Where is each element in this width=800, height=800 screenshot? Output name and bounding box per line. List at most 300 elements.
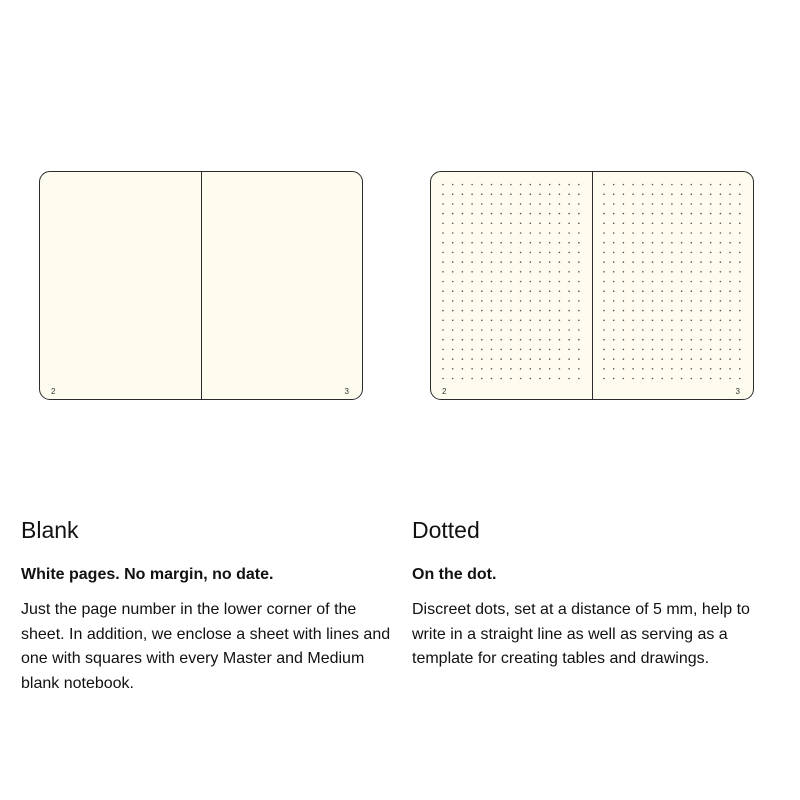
grid-dot	[578, 193, 580, 195]
grid-dot	[491, 339, 493, 341]
grid-dot	[710, 271, 712, 273]
grid-dot	[632, 358, 634, 360]
grid-dot	[559, 300, 561, 302]
grid-dot	[568, 300, 570, 302]
grid-dot	[700, 329, 702, 331]
grid-dot	[671, 232, 673, 234]
grid-dot	[549, 203, 551, 205]
grid-dot	[578, 242, 580, 244]
grid-dot	[510, 358, 512, 360]
grid-dot	[491, 300, 493, 302]
grid-dot	[471, 223, 473, 225]
grid-dot	[471, 378, 473, 380]
grid-dot	[442, 203, 444, 205]
grid-dot	[710, 213, 712, 215]
grid-dot	[729, 232, 731, 234]
grid-dot	[500, 310, 502, 312]
grid-dot	[671, 349, 673, 351]
grid-dot	[530, 232, 532, 234]
grid-dot	[720, 184, 722, 186]
notebook-spine	[201, 172, 202, 399]
grid-dot	[729, 213, 731, 215]
grid-dot	[510, 193, 512, 195]
grid-dot	[539, 203, 541, 205]
grid-dot	[491, 290, 493, 292]
grid-dot	[603, 261, 605, 263]
grid-dot	[539, 184, 541, 186]
dotted-body-text: Discreet dots, set at a distance of 5 mm, help to write in a straight line as well as serving as a template for creating tables and drawings.	[412, 601, 750, 667]
grid-dot	[613, 358, 615, 360]
grid-dot	[691, 223, 693, 225]
grid-dot	[700, 300, 702, 302]
grid-dot	[471, 213, 473, 215]
grid-dot	[720, 271, 722, 273]
grid-dot	[710, 242, 712, 244]
grid-dot	[691, 261, 693, 263]
grid-dot	[578, 378, 580, 380]
blank-notebook-illustration	[39, 171, 363, 400]
grid-dot	[462, 232, 464, 234]
grid-dot	[652, 203, 654, 205]
grid-dot	[729, 320, 731, 322]
grid-dot	[452, 290, 454, 292]
grid-dot	[691, 213, 693, 215]
grid-dot	[613, 184, 615, 186]
grid-dot	[539, 213, 541, 215]
grid-dot	[568, 213, 570, 215]
grid-dot	[739, 310, 741, 312]
grid-dot	[613, 320, 615, 322]
grid-dot	[442, 329, 444, 331]
grid-dot	[710, 329, 712, 331]
grid-dot	[652, 213, 654, 215]
grid-dot	[603, 203, 605, 205]
grid-dot	[471, 271, 473, 273]
grid-dot	[720, 329, 722, 331]
grid-dot	[578, 358, 580, 360]
grid-dot	[462, 378, 464, 380]
grid-dot	[442, 232, 444, 234]
grid-dot	[559, 242, 561, 244]
grid-dot	[530, 290, 532, 292]
grid-dot	[520, 223, 522, 225]
grid-dot	[481, 339, 483, 341]
grid-dot	[568, 339, 570, 341]
grid-dot	[520, 339, 522, 341]
grid-dot	[613, 242, 615, 244]
grid-dot	[661, 368, 663, 370]
grid-dot	[729, 193, 731, 195]
grid-dot	[652, 252, 654, 254]
grid-dot	[700, 368, 702, 370]
grid-dot	[510, 184, 512, 186]
grid-dot	[681, 232, 683, 234]
grid-dot	[500, 213, 502, 215]
grid-dot	[481, 310, 483, 312]
grid-dot	[652, 378, 654, 380]
grid-dot	[481, 193, 483, 195]
grid-dot	[549, 358, 551, 360]
grid-dot	[642, 290, 644, 292]
grid-dot	[632, 320, 634, 322]
grid-dot	[520, 329, 522, 331]
grid-dot	[442, 252, 444, 254]
grid-dot	[559, 358, 561, 360]
grid-dot	[520, 281, 522, 283]
grid-dot	[661, 213, 663, 215]
grid-dot	[471, 261, 473, 263]
grid-dot	[681, 261, 683, 263]
grid-dot	[652, 310, 654, 312]
grid-dot	[720, 320, 722, 322]
grid-dot	[642, 193, 644, 195]
grid-dot	[661, 203, 663, 205]
grid-dot	[661, 300, 663, 302]
grid-dot	[491, 378, 493, 380]
grid-dot	[568, 329, 570, 331]
grid-dot	[720, 368, 722, 370]
grid-dot	[642, 242, 644, 244]
grid-dot	[739, 213, 741, 215]
grid-dot	[578, 300, 580, 302]
grid-dot	[700, 242, 702, 244]
grid-dot	[568, 290, 570, 292]
grid-dot	[720, 232, 722, 234]
grid-dot	[481, 223, 483, 225]
grid-dot	[568, 223, 570, 225]
grid-dot	[603, 242, 605, 244]
grid-dot	[671, 223, 673, 225]
grid-dot	[481, 358, 483, 360]
grid-dot	[642, 349, 644, 351]
grid-dot	[720, 358, 722, 360]
grid-dot	[739, 261, 741, 263]
grid-dot	[520, 193, 522, 195]
grid-dot	[603, 368, 605, 370]
grid-dot	[471, 242, 473, 244]
grid-dot	[652, 349, 654, 351]
grid-dot	[623, 329, 625, 331]
grid-dot	[700, 310, 702, 312]
grid-dot	[613, 193, 615, 195]
grid-dot	[661, 184, 663, 186]
grid-dot	[691, 281, 693, 283]
grid-dot	[500, 252, 502, 254]
grid-dot	[720, 252, 722, 254]
grid-dot	[603, 339, 605, 341]
grid-dot	[578, 349, 580, 351]
grid-dot	[700, 203, 702, 205]
grid-dot	[623, 320, 625, 322]
grid-dot	[642, 339, 644, 341]
grid-dot	[530, 242, 532, 244]
grid-dot	[549, 368, 551, 370]
grid-dot	[661, 242, 663, 244]
grid-dot	[710, 261, 712, 263]
grid-dot	[452, 281, 454, 283]
grid-dot	[530, 261, 532, 263]
grid-dot	[510, 242, 512, 244]
grid-dot	[691, 203, 693, 205]
grid-dot	[613, 232, 615, 234]
grid-dot	[481, 271, 483, 273]
grid-dot	[623, 368, 625, 370]
grid-dot	[578, 213, 580, 215]
grid-dot	[578, 368, 580, 370]
grid-dot	[613, 261, 615, 263]
grid-dot	[623, 203, 625, 205]
grid-dot	[671, 184, 673, 186]
grid-dot	[700, 223, 702, 225]
grid-dot	[452, 261, 454, 263]
grid-dot	[559, 320, 561, 322]
grid-dot	[613, 290, 615, 292]
grid-dot	[452, 349, 454, 351]
grid-dot	[500, 271, 502, 273]
grid-dot	[613, 271, 615, 273]
grid-dot	[700, 261, 702, 263]
right-page-number: 3	[735, 387, 740, 396]
grid-dot	[471, 184, 473, 186]
grid-dot	[462, 261, 464, 263]
grid-dot	[623, 252, 625, 254]
grid-dot	[729, 349, 731, 351]
grid-dot	[462, 310, 464, 312]
grid-dot	[471, 290, 473, 292]
grid-dot	[491, 368, 493, 370]
grid-dot	[661, 261, 663, 263]
grid-dot	[710, 184, 712, 186]
grid-dot	[710, 203, 712, 205]
grid-dot	[700, 290, 702, 292]
grid-dot	[549, 184, 551, 186]
grid-dot	[671, 329, 673, 331]
grid-dot	[623, 349, 625, 351]
grid-dot	[471, 339, 473, 341]
grid-dot	[530, 310, 532, 312]
grid-dot	[642, 223, 644, 225]
grid-dot	[691, 349, 693, 351]
grid-dot	[700, 281, 702, 283]
grid-dot	[632, 184, 634, 186]
grid-dot	[500, 193, 502, 195]
grid-dot	[623, 281, 625, 283]
grid-dot	[539, 242, 541, 244]
grid-dot	[462, 320, 464, 322]
grid-dot	[710, 320, 712, 322]
grid-dot	[642, 213, 644, 215]
grid-dot	[462, 242, 464, 244]
grid-dot	[462, 349, 464, 351]
grid-dot	[491, 193, 493, 195]
grid-dot	[700, 193, 702, 195]
grid-dot	[452, 358, 454, 360]
grid-dot	[578, 329, 580, 331]
grid-dot	[652, 329, 654, 331]
grid-dot	[530, 213, 532, 215]
grid-dot	[671, 310, 673, 312]
grid-dot	[700, 184, 702, 186]
grid-dot	[739, 193, 741, 195]
grid-dot	[642, 320, 644, 322]
grid-dot	[452, 223, 454, 225]
grid-dot	[491, 242, 493, 244]
grid-dot	[578, 261, 580, 263]
grid-dot	[613, 300, 615, 302]
grid-dot	[681, 271, 683, 273]
grid-dot	[442, 339, 444, 341]
grid-dot	[510, 213, 512, 215]
grid-dot	[481, 378, 483, 380]
grid-dot	[559, 349, 561, 351]
grid-dot	[559, 368, 561, 370]
grid-dot	[500, 349, 502, 351]
grid-dot	[710, 300, 712, 302]
grid-dot	[539, 300, 541, 302]
grid-dot	[700, 232, 702, 234]
grid-dot	[549, 378, 551, 380]
grid-dot	[603, 300, 605, 302]
grid-dot	[442, 213, 444, 215]
grid-dot	[642, 252, 644, 254]
grid-dot	[491, 329, 493, 331]
grid-dot	[530, 378, 532, 380]
grid-dot	[559, 339, 561, 341]
grid-dot	[559, 281, 561, 283]
grid-dot	[578, 320, 580, 322]
grid-dot	[510, 368, 512, 370]
grid-dot	[720, 310, 722, 312]
grid-dot	[613, 378, 615, 380]
blank-title: Blank	[21, 517, 79, 543]
grid-dot	[530, 193, 532, 195]
grid-dot	[559, 290, 561, 292]
grid-dot	[549, 281, 551, 283]
grid-dot	[462, 290, 464, 292]
grid-dot	[652, 281, 654, 283]
grid-dot	[613, 281, 615, 283]
grid-dot	[661, 232, 663, 234]
grid-dot	[632, 252, 634, 254]
grid-dot	[652, 242, 654, 244]
grid-dot	[642, 232, 644, 234]
grid-dot	[491, 271, 493, 273]
grid-dot	[539, 339, 541, 341]
grid-dot	[729, 310, 731, 312]
grid-dot	[481, 184, 483, 186]
grid-dot	[549, 339, 551, 341]
grid-dot	[471, 329, 473, 331]
grid-dot	[661, 281, 663, 283]
grid-dot	[510, 261, 512, 263]
grid-dot	[652, 300, 654, 302]
grid-dot	[623, 339, 625, 341]
grid-dot	[710, 368, 712, 370]
grid-dot	[510, 378, 512, 380]
grid-dot	[661, 310, 663, 312]
grid-dot	[452, 329, 454, 331]
grid-dot	[642, 368, 644, 370]
grid-dot	[720, 300, 722, 302]
grid-dot	[462, 339, 464, 341]
grid-dot	[729, 281, 731, 283]
grid-dot	[739, 271, 741, 273]
grid-dot	[720, 242, 722, 244]
grid-dot	[481, 261, 483, 263]
grid-dot	[632, 290, 634, 292]
grid-dot	[613, 203, 615, 205]
grid-dot	[700, 320, 702, 322]
grid-dot	[481, 252, 483, 254]
grid-dot	[452, 320, 454, 322]
grid-dot	[491, 320, 493, 322]
grid-dot	[710, 252, 712, 254]
grid-dot	[691, 358, 693, 360]
grid-dot	[642, 378, 644, 380]
grid-dot	[452, 271, 454, 273]
grid-dot	[642, 310, 644, 312]
grid-dot	[481, 242, 483, 244]
grid-dot	[530, 349, 532, 351]
grid-dot	[500, 300, 502, 302]
grid-dot	[530, 368, 532, 370]
grid-dot	[613, 223, 615, 225]
grid-dot	[681, 223, 683, 225]
grid-dot	[603, 252, 605, 254]
grid-dot	[613, 339, 615, 341]
grid-dot	[578, 310, 580, 312]
grid-dot	[671, 281, 673, 283]
grid-dot	[652, 271, 654, 273]
grid-dot	[539, 368, 541, 370]
grid-dot	[681, 339, 683, 341]
grid-dot	[442, 271, 444, 273]
grid-dot	[700, 271, 702, 273]
grid-dot	[442, 281, 444, 283]
grid-dot	[700, 213, 702, 215]
grid-dot	[539, 378, 541, 380]
grid-dot	[549, 290, 551, 292]
grid-dot	[720, 290, 722, 292]
grid-dot	[681, 193, 683, 195]
grid-dot	[603, 358, 605, 360]
grid-dot	[729, 271, 731, 273]
grid-dot	[500, 339, 502, 341]
grid-dot	[578, 271, 580, 273]
grid-dot	[510, 252, 512, 254]
grid-dot	[729, 358, 731, 360]
grid-dot	[603, 232, 605, 234]
grid-dot	[471, 193, 473, 195]
grid-dot	[739, 339, 741, 341]
grid-dot	[578, 339, 580, 341]
grid-dot	[729, 368, 731, 370]
blank-subtitle: White pages. No margin, no date.	[21, 566, 274, 583]
grid-dot	[720, 203, 722, 205]
grid-dot	[603, 310, 605, 312]
grid-dot	[681, 329, 683, 331]
grid-dot	[530, 281, 532, 283]
grid-dot	[452, 310, 454, 312]
grid-dot	[720, 223, 722, 225]
grid-dot	[500, 358, 502, 360]
grid-dot	[452, 300, 454, 302]
grid-dot	[623, 378, 625, 380]
grid-dot	[671, 261, 673, 263]
grid-dot	[539, 310, 541, 312]
grid-dot	[578, 223, 580, 225]
grid-dot	[559, 261, 561, 263]
